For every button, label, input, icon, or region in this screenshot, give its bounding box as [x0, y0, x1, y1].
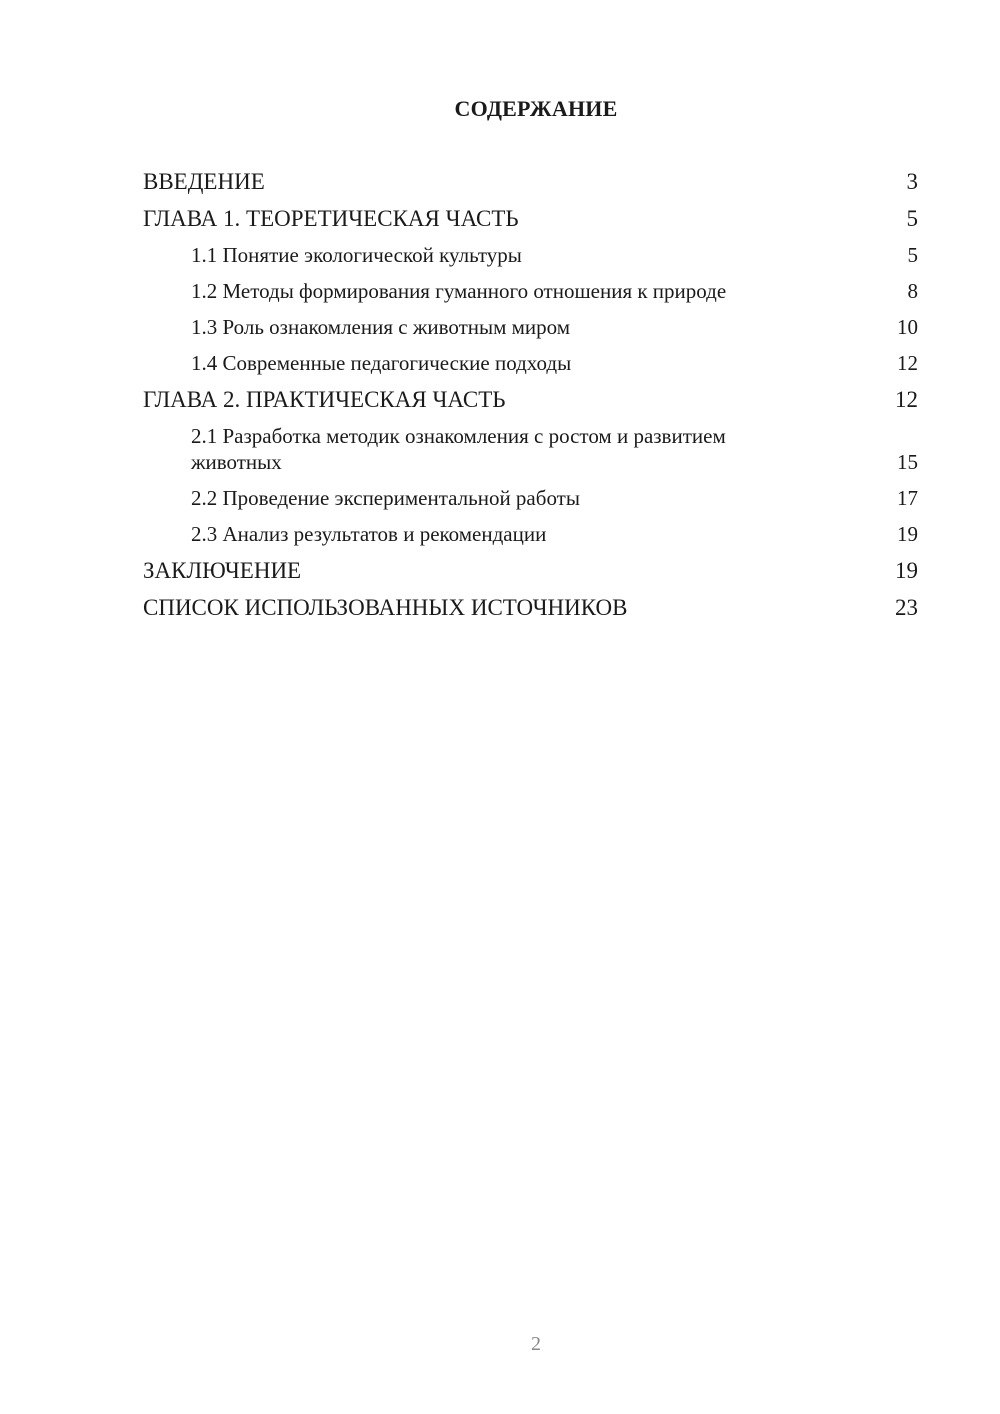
table-of-contents — [143, 168, 918, 631]
toc-entry-page: 23 — [895, 595, 918, 620]
toc-entry-page: 3 — [906, 169, 918, 194]
toc-entry-label: 1.2 Методы формирования гуманного отношения к природе — [191, 279, 727, 303]
toc-entry-chapter-2[interactable] — [143, 386, 918, 413]
toc-entry-1-1[interactable] — [143, 242, 918, 268]
toc-entry-label: 2.1 Разработка методик ознакомления с ростом и развитием животных — [191, 424, 726, 474]
toc-entry-1-3[interactable] — [143, 314, 918, 340]
toc-entry-label: 1.4 Современные педагогические подходы — [191, 351, 572, 375]
toc-entry-introduction[interactable] — [143, 168, 918, 195]
toc-entry-2-3[interactable] — [143, 521, 918, 547]
toc-entry-label: СПИСОК ИСПОЛЬЗОВАННЫХ ИСТОЧНИКОВ — [143, 595, 628, 620]
page-title: СОДЕРЖАНИЕ — [454, 96, 618, 121]
toc-entry-page: 12 — [895, 387, 918, 412]
toc-entry-page: 19 — [895, 558, 918, 583]
toc-entry-label: 2.3 Анализ результатов и рекомендации — [191, 522, 547, 546]
toc-entry-label: 2.2 Проведение экспериментальной работы — [191, 486, 580, 510]
toc-entry-page: 12 — [897, 351, 918, 375]
toc-entry-page: 17 — [897, 486, 918, 510]
toc-entry-page: 5 — [907, 243, 918, 267]
toc-entry-label: ВВЕДЕНИЕ — [143, 169, 265, 194]
toc-entry-label: 1.3 Роль ознакомления с животным миром — [191, 315, 571, 339]
toc-entry-page: 8 — [907, 279, 918, 303]
toc-entry-chapter-1[interactable] — [143, 205, 918, 232]
toc-entry-label: ЗАКЛЮЧЕНИЕ — [143, 558, 302, 583]
toc-entry-page: 5 — [906, 206, 918, 231]
toc-entry-page: 15 — [897, 450, 918, 474]
toc-entry-2-1[interactable] — [143, 423, 918, 475]
toc-entry-page: 19 — [897, 522, 918, 546]
toc-entry-1-4[interactable] — [143, 350, 918, 376]
toc-entry-references[interactable] — [143, 594, 918, 621]
toc-entry-page: 10 — [897, 315, 918, 339]
toc-entry-label: ГЛАВА 1. ТЕОРЕТИЧЕСКАЯ ЧАСТЬ — [143, 206, 519, 231]
toc-entry-label: 1.1 Понятие экологической культуры — [191, 243, 522, 267]
toc-entry-label: ГЛАВА 2. ПРАКТИЧЕСКАЯ ЧАСТЬ — [143, 387, 506, 412]
toc-entry-1-2[interactable] — [143, 278, 918, 304]
page-number: 2 — [531, 1333, 541, 1355]
toc-entry-2-2[interactable] — [143, 485, 918, 511]
toc-entry-conclusion[interactable] — [143, 557, 918, 584]
